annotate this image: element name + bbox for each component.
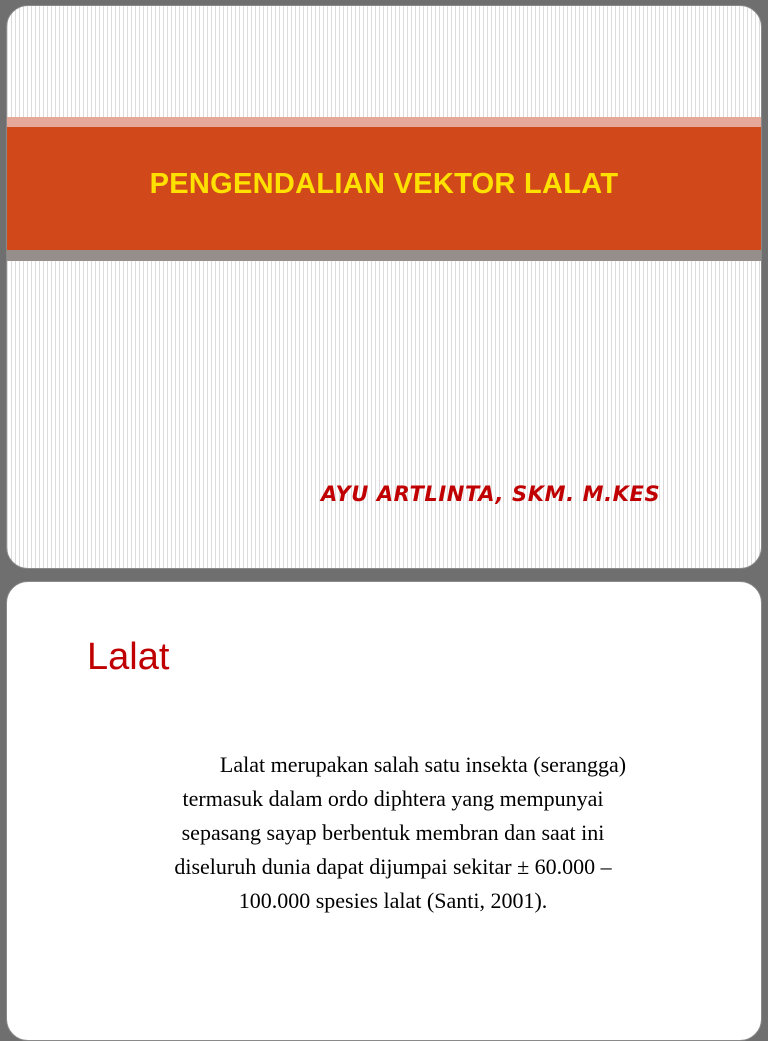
- slide-body-text: [83, 748, 703, 918]
- title-slide: [6, 5, 762, 569]
- body-line: sepasang sayap berbentuk membran dan saat ini: [181, 820, 605, 845]
- title-band-bottom-stripe: [7, 250, 761, 261]
- body-line: termasuk dalam ordo diphtera yang mempunyai: [182, 786, 604, 811]
- slide-heading: Lalat: [87, 636, 170, 678]
- body-line: 100.000 spesies lalat (Santi, 2001).: [238, 888, 548, 913]
- title-band-top-stripe: [7, 117, 761, 127]
- slide-title: PENGENDALIAN VEKTOR LALAT: [149, 168, 619, 200]
- body-line: Lalat merupakan salah satu insekta (serangga): [219, 752, 627, 777]
- body-line: diseluruh dunia dapat dijumpai sekitar ± 60.000 –: [174, 854, 612, 879]
- content-slide: [6, 581, 762, 1041]
- slide-author: AYU ARTLINTA, SKM. M.KES: [321, 482, 661, 506]
